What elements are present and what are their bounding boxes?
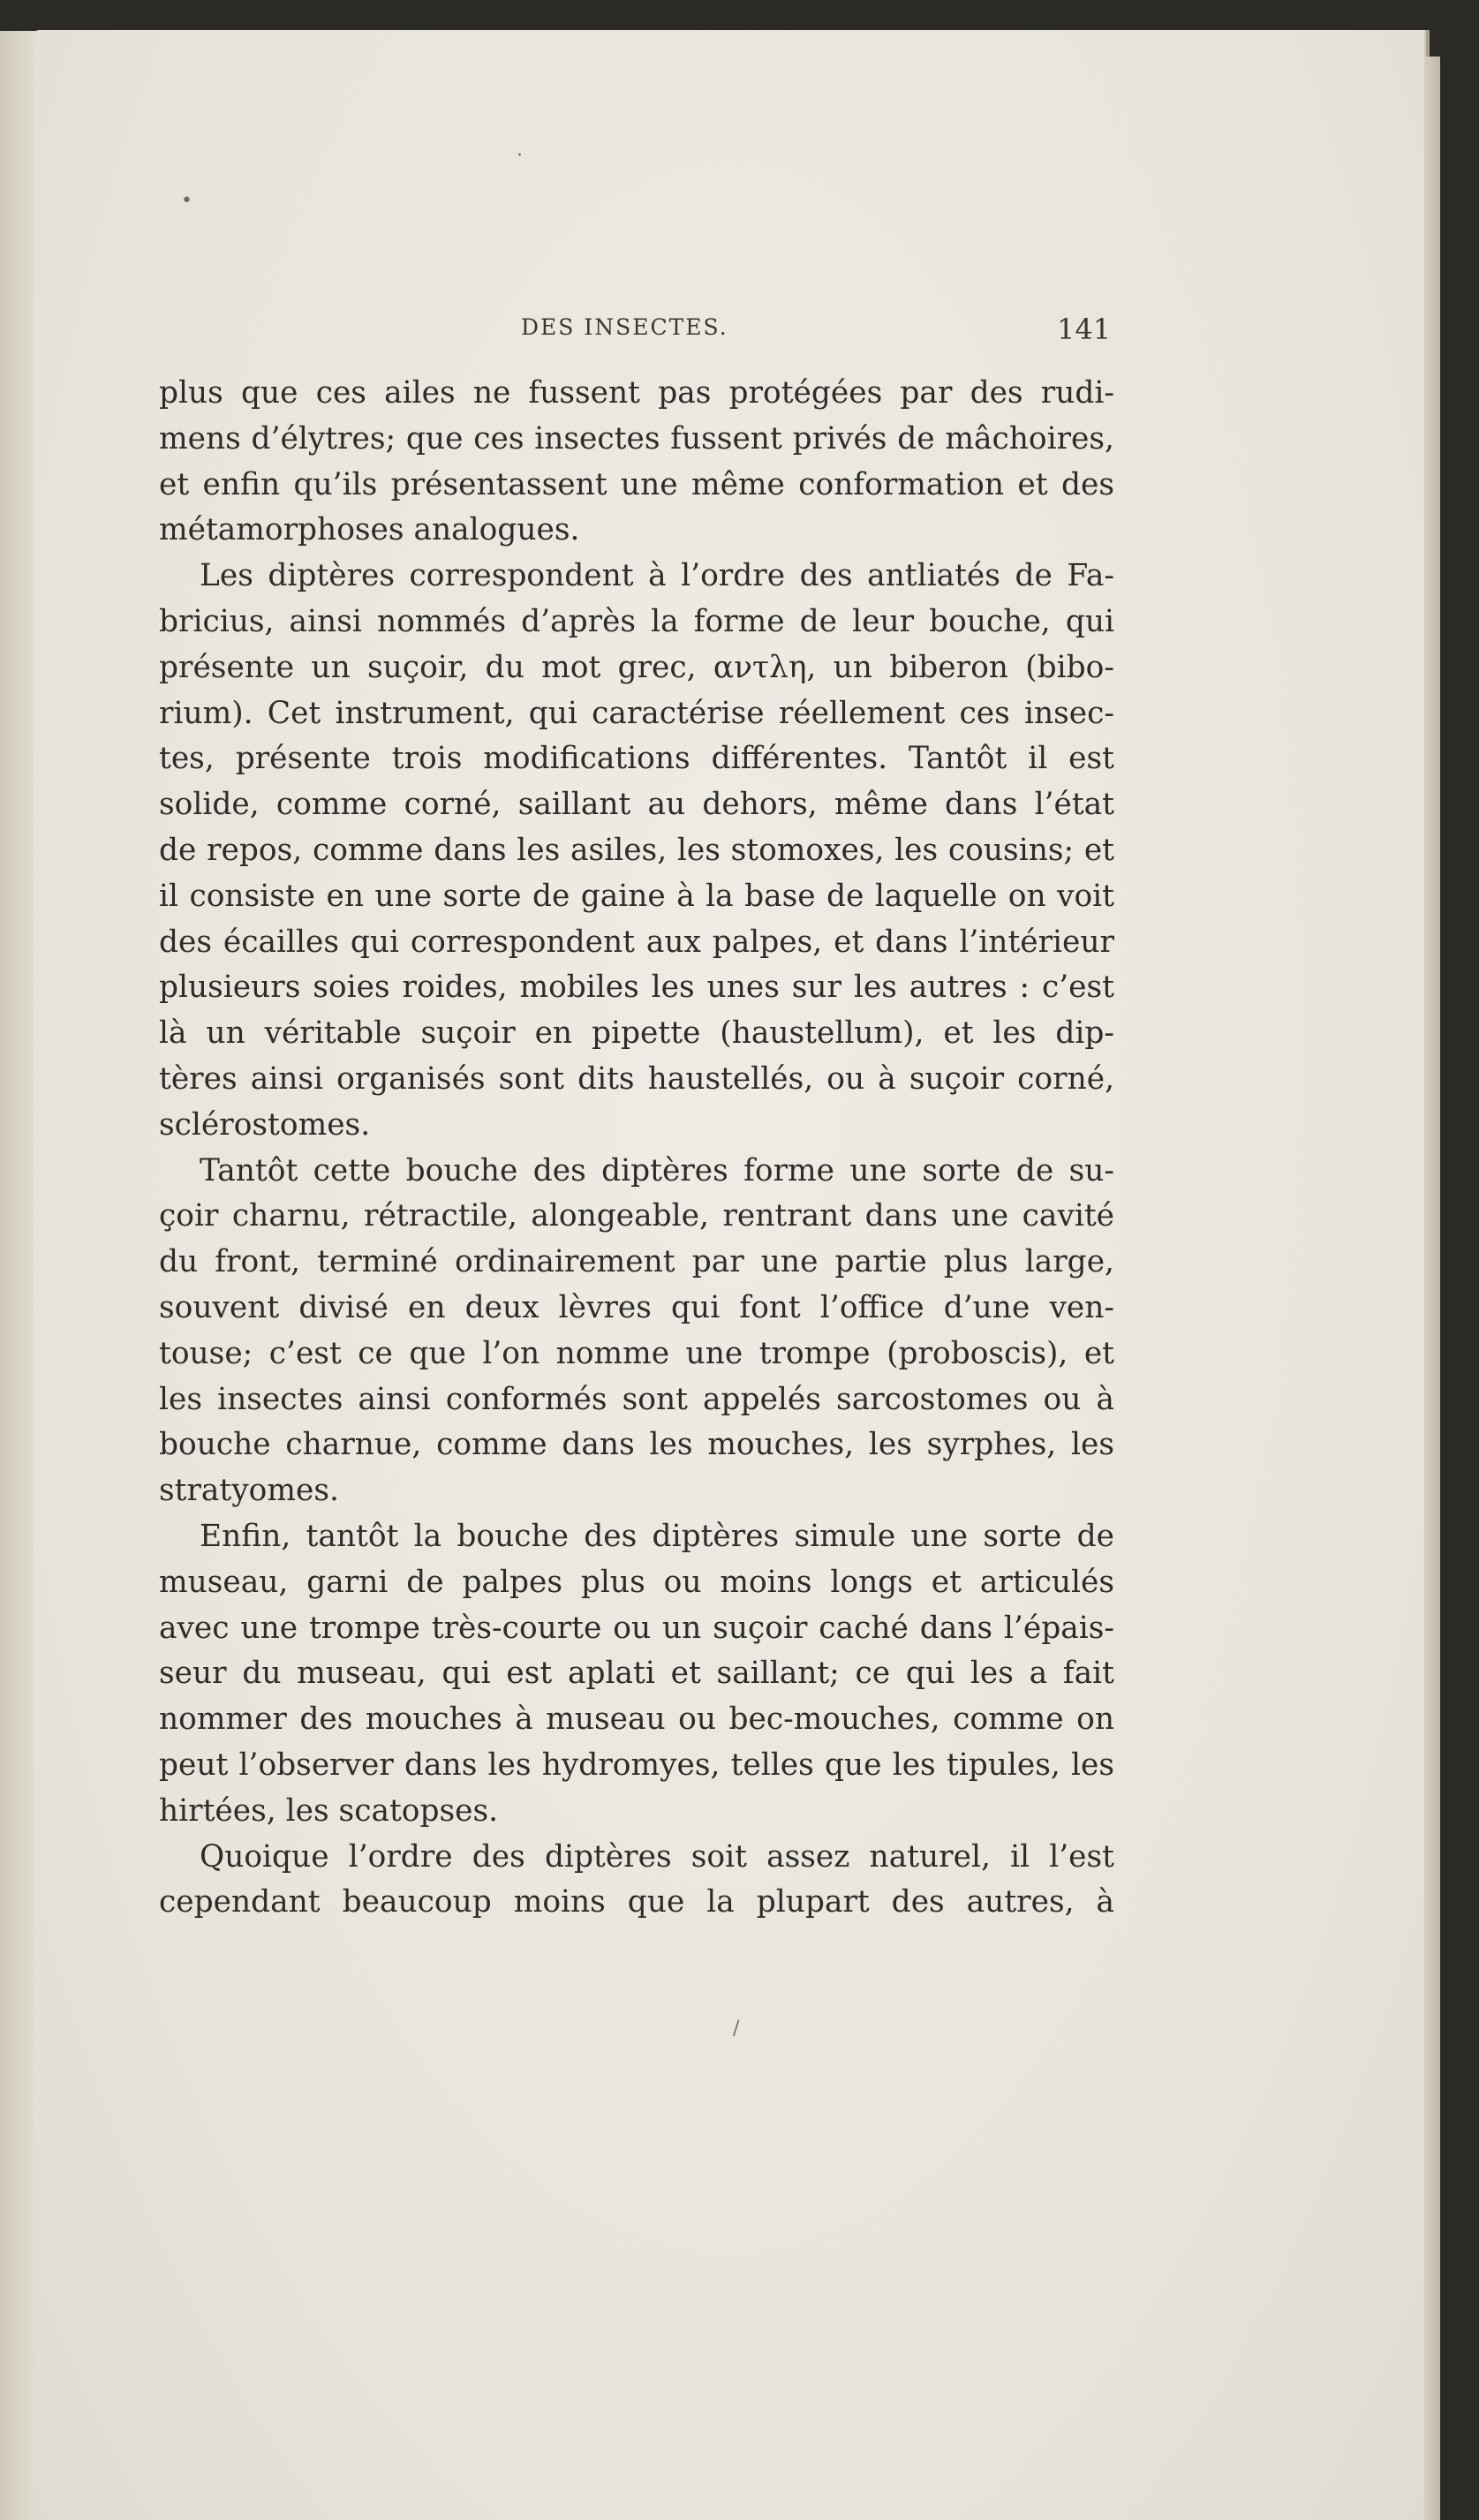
text-line: il consiste en une sorte de gaine à la base de laquelle on voit (159, 878, 1114, 914)
text-line: du front, terminé ordinairement par une partie plus large, (159, 1244, 1114, 1280)
text-line: Quoique l’ordre des diptères soit assez naturel, il l’est (200, 1838, 1114, 1875)
text-line: des écailles qui correspondent aux palpes, et dans l’intérieur (159, 924, 1114, 960)
running-head: DES INSECTES. (521, 314, 728, 340)
text-line: touse; c’est ce que l’on nomme une trompe (proboscis), et (159, 1335, 1114, 1371)
text-line: avec une trompe très-courte ou un suçoir caché dans l’épais- (159, 1610, 1114, 1646)
text-line: plus que ces ailes ne fussent pas protégées par des rudi- (159, 375, 1114, 411)
text-line: Tantôt cette bouche des diptères forme une sorte de su- (200, 1152, 1114, 1188)
text-line: cependant beaucoup moins que la plupart des autres, à (159, 1884, 1114, 1920)
text-line: présente un suçoir, du mot grec, αντλη, un biberon (bibo- (159, 649, 1114, 685)
body-text (159, 371, 1114, 1926)
text-line: tères ainsi organisés sont dits haustellés, ou à suçoir corné, (159, 1060, 1114, 1097)
paper-speck: / (733, 2018, 740, 2040)
text-line: rium). Cet instrument, qui caractérise réellement ces insec- (159, 695, 1114, 731)
text-line: Enfin, tantôt la bouche des diptères simule une sorte de (200, 1518, 1114, 1554)
text-line: bouche charnue, comme dans les mouches, les syrphes, les (159, 1427, 1114, 1463)
page-number: 141 (1057, 313, 1112, 346)
text-line: mens d’élytres; que ces insectes fussent privés de mâchoires, (159, 420, 1114, 456)
text-line: les insectes ainsi conformés sont appelés sarcostomes ou à (159, 1381, 1114, 1417)
text-line: plusieurs soies roides, mobiles les unes sur les autres : c’est (159, 970, 1114, 1006)
text-line: nommer des mouches à museau ou bec-mouches, comme on (159, 1701, 1114, 1738)
text-line: Les diptères correspondent à l’ordre des antliatés de Fa- (200, 558, 1114, 594)
text-line: stratyomes. (159, 1473, 339, 1509)
text-line: de repos, comme dans les asiles, les stomoxes, les cousins; et (159, 832, 1114, 868)
text-line: tes, présente trois modifications différentes. Tantôt il est (159, 741, 1114, 777)
text-line: là un véritable suçoir en pipette (haustellum), et les dip- (159, 1015, 1114, 1052)
paper-speck: · (517, 145, 523, 167)
text-line: et enfin qu’ils présentassent une même conformation et des (159, 466, 1114, 502)
text-line: solide, comme corné, saillant au dehors, même dans l’état (159, 787, 1114, 823)
text-line: sclérostomes. (159, 1106, 371, 1143)
text-line: museau, garni de palpes plus ou moins longs et articulés (159, 1564, 1114, 1600)
text-line: seur du museau, qui est aplati et saillant; ce qui les a fait (159, 1656, 1114, 1692)
text-line: souvent divisé en deux lèvres qui font l’office d’une ven- (159, 1289, 1114, 1325)
text-line: peut l’observer dans les hydromyes, telles que les tipules, les (159, 1747, 1114, 1783)
paper-speck: • (181, 190, 192, 212)
text-line: métamorphoses analogues. (159, 512, 580, 548)
text-line: hirtées, les scatopses. (159, 1792, 499, 1829)
page-edge (1424, 57, 1440, 2520)
text-line: çoir charnu, rétractile, alongeable, rentrant dans une cavité (159, 1198, 1114, 1234)
text-line: bricius, ainsi nommés d’après la forme de leur bouche, qui (159, 603, 1114, 639)
